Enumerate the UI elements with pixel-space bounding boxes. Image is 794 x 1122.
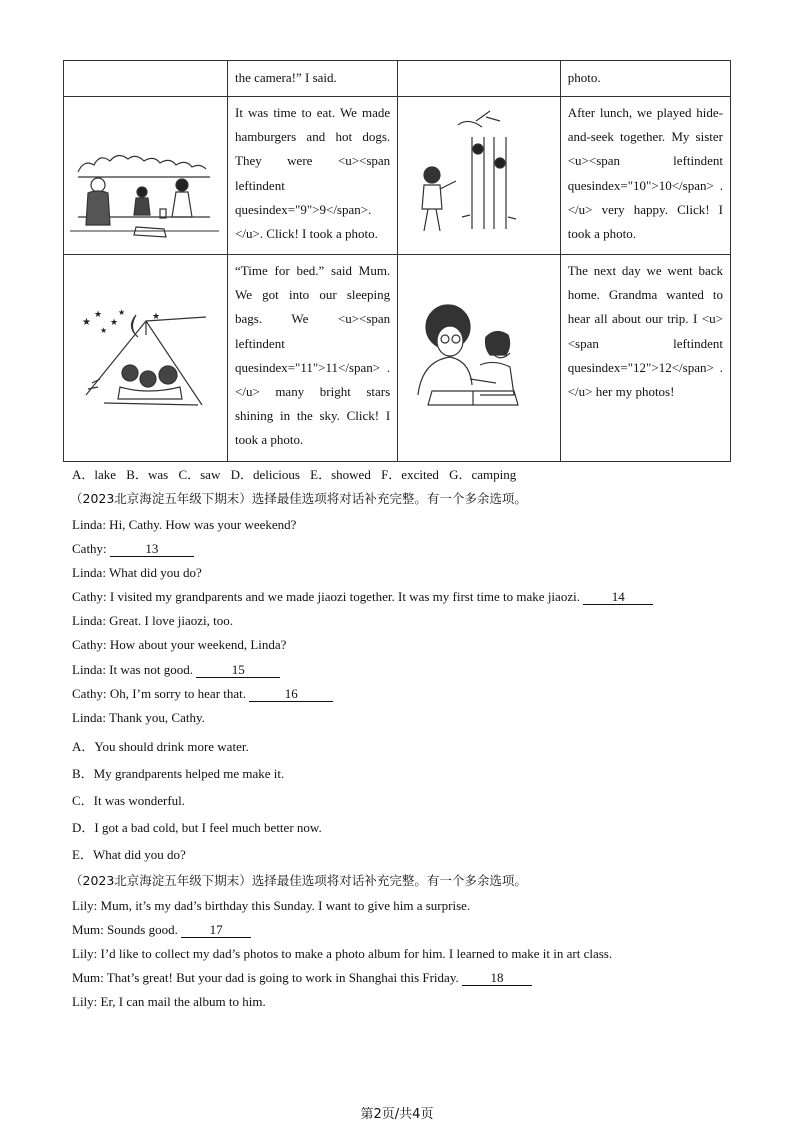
text-cell (560, 255, 730, 462)
answer-blank[interactable]: 17 (181, 923, 251, 938)
story-text: the camera!” I said. (235, 70, 337, 85)
grandma-photos-illustration (398, 255, 541, 461)
dialogue-line: Cathy: Oh, I’m sorry to hear that. 16 (72, 686, 333, 702)
dialogue-line: Linda: Thank you, Cathy. (72, 710, 205, 725)
text-cell (560, 97, 730, 255)
svg-text:★: ★ (82, 317, 91, 328)
option-item: A．lake (72, 467, 117, 482)
choice-item: D．I got a bad cold, but I feel much better now. (72, 820, 322, 835)
table-row (64, 97, 731, 255)
dialogue-line: Linda: What did you do? (72, 565, 202, 580)
answer-blank[interactable]: 13 (110, 542, 194, 557)
answer-blank[interactable]: 15 (196, 663, 280, 678)
picture-cell (64, 97, 228, 255)
dialogue-line: Linda: It was not good. 15 (72, 662, 280, 678)
picture-cell-empty (398, 61, 561, 97)
answer-blank[interactable]: 16 (249, 687, 333, 702)
dialogue-line: Lily: Er, I can mail the album to him. (72, 994, 266, 1009)
table-row (64, 61, 731, 97)
story-text: “Time for bed.” said Mum. We got into our sleeping bags. We <u><span leftindent quesindex="11">11</span> . </u> many bright stars shining in the sky. Click! I took a photo. (235, 263, 391, 448)
picture-cell (64, 255, 228, 462)
hide-and-seek-illustration (398, 97, 541, 254)
picture-cell (398, 97, 561, 255)
choice-item: C．It was wonderful. (72, 793, 186, 808)
answer-blank[interactable]: 18 (462, 971, 532, 986)
camping-tent-illustration (64, 255, 227, 461)
picture-cell-empty (64, 61, 228, 97)
section-instruction: （2023北京海淀五年级下期末）选择最佳选项将对话补充完整。有一个多余选项。 (70, 491, 527, 506)
text-cell (228, 97, 398, 255)
story-text: The next day we went back home. Grandma wanted to hear all about our trip. I <u><span leftindent quesindex="12">12</span> . </u> her my photos! (567, 263, 723, 400)
story-text: photo. (567, 70, 601, 85)
choice-item: B．My grandparents helped me make it. (72, 766, 285, 781)
svg-text:★: ★ (94, 309, 103, 319)
story-text: It was time to eat. We made hamburgers and hot dogs. They were <u><span leftindent quesindex="9">9</span>. </u>. Click! I took a photo. (235, 105, 391, 242)
text-cell (228, 61, 398, 97)
dialogue-line: Cathy: I visited my grandparents and we made jiaozi together. It was my first time to make jiaozi. 14 (72, 589, 653, 605)
story-table (63, 60, 731, 462)
option-item: E．showed (310, 467, 371, 482)
dialogue-line: Cathy: How about your weekend, Linda? (72, 637, 287, 652)
picnic-illustration (64, 97, 227, 254)
option-item: G．camping (449, 467, 517, 482)
text-cell (228, 255, 398, 462)
dialogue-line: Lily: I’d like to collect my dad’s photos to make a photo album for him. I learned to make it in art class. (72, 946, 613, 961)
svg-text:★: ★ (118, 308, 126, 317)
choice-item: A．You should drink more water. (72, 739, 249, 754)
dialogue-line: Linda: Great. I love jiaozi, too. (72, 613, 234, 628)
option-item: C．saw (178, 467, 221, 482)
option-item: F．excited (381, 467, 439, 482)
picture-cell (398, 255, 561, 462)
svg-text:★: ★ (110, 317, 119, 327)
dialogue-line: Mum: That’s great! But your dad is going to work in Shanghai this Friday. 18 (72, 970, 532, 986)
story-text: After lunch, we played hide-and-seek together. My sister <u><span leftindent quesindex="10">10</span> . </u> very happy. Click! I took a photo. (567, 105, 723, 242)
text-cell (560, 61, 730, 97)
dialogue-line: Mum: Sounds good. 17 (72, 922, 251, 938)
option-list (72, 464, 523, 483)
answer-blank[interactable]: 14 (583, 590, 653, 605)
dialogue-line: Lily: Mum, it’s my dad’s birthday this Sunday. I want to give him a surprise. (72, 898, 471, 913)
page-footer: 第2页/共4页 (360, 1107, 434, 1122)
section-instruction: （2023北京海淀五年级下期末）选择最佳选项将对话补充完整。有一个多余选项。 (70, 873, 527, 888)
table-row (64, 255, 731, 462)
option-item: B．was (126, 467, 169, 482)
option-item: D．delicious (230, 467, 300, 482)
svg-text:★: ★ (100, 326, 108, 335)
dialogue-line: Linda: Hi, Cathy. How was your weekend? (72, 517, 297, 532)
svg-text:★: ★ (152, 311, 161, 321)
dialogue-line: Cathy: 13 (72, 541, 194, 557)
choice-item: E．What did you do? (72, 847, 186, 862)
